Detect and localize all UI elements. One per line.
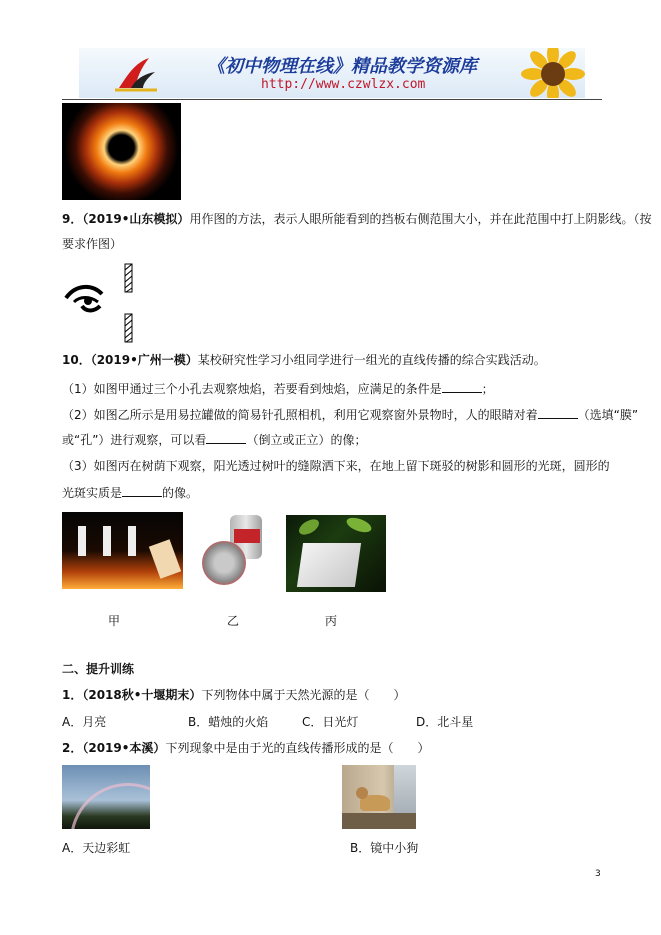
q10-p2-hint: （选填“膜” <box>577 408 639 422</box>
s2-stem: 下列现象中是由于光的直线传播形成的是（ ） <box>165 741 430 755</box>
banner-title: 《初中物理在线》精品教学资源库 <box>207 56 477 77</box>
black-hole-image <box>62 103 181 200</box>
q10-p1-end: ； <box>481 382 494 396</box>
answer-blank-2[interactable] <box>538 406 578 419</box>
barrier-top <box>125 264 132 292</box>
s1-question <box>62 687 405 703</box>
q9-line1 <box>62 211 651 227</box>
q9-number: 9． <box>62 212 83 226</box>
s1-option-c[interactable]: C．日光灯 <box>302 715 359 729</box>
q10-p2-end: （倒立或正立）的像； <box>246 433 367 447</box>
q9-text-2: 要求作图） <box>62 237 123 251</box>
photo-candle-cards <box>62 512 183 589</box>
s2-question <box>62 740 429 756</box>
photo-can-camera <box>198 513 270 590</box>
page-number: 3 <box>595 869 601 879</box>
caption-jia: 甲 <box>108 614 121 628</box>
q10-p3-text: （3）如图丙在树荫下观察，阳光透过树叶的缝隙洒下来，在地上留下斑驳的树影和圆形的光斑，圆形的 <box>62 459 610 473</box>
s1-option-b[interactable]: B．蜡烛的火焰 <box>188 715 269 729</box>
photo-dog-mirror <box>342 765 416 829</box>
q10-p1-text: （1）如图甲通过三个小孔去观察烛焰，若要看到烛焰，应满足的条件是 <box>62 382 442 396</box>
caption-bing: 丙 <box>325 614 338 628</box>
answer-blank-1[interactable] <box>442 380 482 393</box>
q10-intro: 某校研究性学习小组同学进行一组光的直线传播的综合实践活动。 <box>197 353 546 367</box>
section-2-title: 二、提升训练 <box>62 662 135 676</box>
q10-line1 <box>62 352 546 368</box>
answer-blank-4[interactable] <box>122 484 162 497</box>
q10-part1 <box>62 380 494 397</box>
q9-source: （2019•山东模拟） <box>82 212 190 226</box>
photo-light-spots <box>286 515 386 592</box>
q10-source: （2019•广州一模） <box>90 353 198 367</box>
s1-option-d[interactable]: D．北斗星 <box>416 715 474 729</box>
q10-p2-text: （2）如图乙所示是用易拉罐做的简易针孔照相机，利用它观察窗外景物时，人的眼睛对着 <box>62 408 538 422</box>
q10-part3b <box>62 484 198 501</box>
photo-rainbow <box>62 765 150 829</box>
sunflower-icon <box>519 48 585 98</box>
s2-option-b[interactable]: B．镜中小狗 <box>350 841 419 855</box>
s2-source: （2019•本溪） <box>82 741 166 755</box>
s1-option-a[interactable]: A．月亮 <box>62 715 107 729</box>
caption-yi: 乙 <box>227 614 240 628</box>
s1-source: （2018秋•十堰期末） <box>82 688 202 702</box>
q10-number: 10． <box>62 353 91 367</box>
header-divider <box>62 99 602 100</box>
s2-option-a[interactable]: A．天边彩虹 <box>62 841 131 855</box>
barrier-bottom <box>125 314 132 342</box>
q10-p3-text-2: 光斑实质是 <box>62 486 123 500</box>
header-banner <box>79 48 585 98</box>
banner-url[interactable]: http://www.czwlzx.com <box>261 77 426 92</box>
s1-stem: 下列物体中属于天然光源的是（ ） <box>201 688 406 702</box>
answer-blank-3[interactable] <box>206 431 246 444</box>
s2-number: 2． <box>62 741 83 755</box>
q10-part2b <box>62 431 366 448</box>
q10-part2a <box>62 406 638 423</box>
eye-icon <box>66 287 102 311</box>
q10-p2-text-2: 或“孔”）进行观察，可以看 <box>62 433 207 447</box>
eye-barrier-figure <box>62 262 142 344</box>
q10-p3-end: 的像。 <box>162 486 199 500</box>
s1-number: 1． <box>62 688 83 702</box>
logo-icon <box>113 54 159 92</box>
q9-text-1: 用作图的方法，表示人眼所能看到的挡板右侧范围大小，并在此范围中打上阴影线。（按 <box>189 212 652 226</box>
